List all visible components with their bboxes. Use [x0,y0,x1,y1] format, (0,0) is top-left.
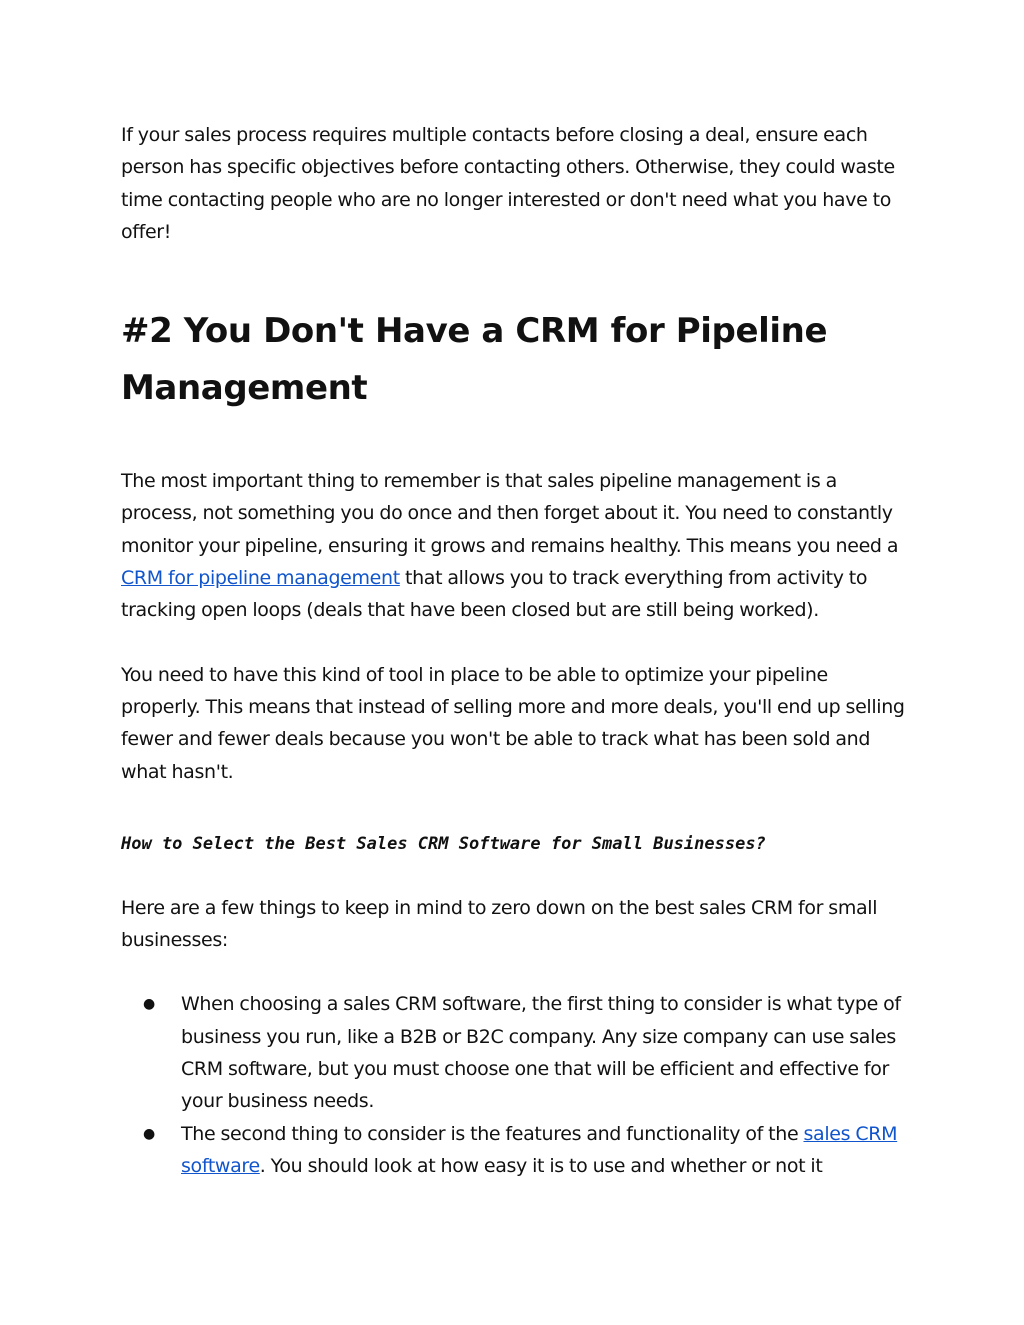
intro-paragraph: If your sales process requires multiple contacts before closing a deal, ensure each person has specific objectives before contacting others. Otherwise, they could waste time contacting people who are no longer interested or don't need what you have to offer! [121,124,895,243]
bullet-icon: ● [143,996,155,1013]
list-item [121,988,911,1117]
tips-list [121,988,911,1182]
list-item [121,1118,911,1183]
list-item-text-before: The second thing to consider is the features and functionality of the [181,1122,804,1145]
tool-paragraph: You need to have this kind of tool in place to be able to optimize your pipeline properly. This means that instead of selling more and more deals, you'll end up selling fewer and fewer deals because you won't be able to track what has been sold and what hasn't. [121,663,905,783]
section-heading: #2 You Don't Have a CRM for Pipeline Management [121,311,828,409]
bullet-icon: ● [143,1125,155,1142]
pipeline-paragraph [121,465,911,626]
crm-pipeline-link[interactable]: CRM for pipeline management [121,567,400,590]
tips-intro-paragraph: Here are a few things to keep in mind to zero down on the best sales CRM for small businesses: [121,896,878,952]
list-item-text: When choosing a sales CRM software, the first thing to consider is what type of business you run, like a B2B or B2C company. Any size company can use sales CRM software, but you must choose one that will be efficient and effective for your business needs. [181,993,901,1113]
pipeline-paragraph-text-after: that allows you to track everything from activity to tracking open loops (deals that have been closed but are still being worked). [121,567,868,622]
list-item-text-after: . You should look at how easy it is to use and whether or not it [259,1154,823,1177]
document-page [121,119,911,1182]
sub-heading: How to Select the Best Sales CRM Software for Small Businesses? [121,833,766,854]
pipeline-paragraph-text-before: The most important thing to remember is that sales pipeline management is a process, not something you do once and then forget about it. You need to constantly monitor your pipeline, ensuring it grows and remains healthy. This means you need a [121,470,899,557]
sales-crm-software-link[interactable]: sales CRM software [181,1122,898,1177]
